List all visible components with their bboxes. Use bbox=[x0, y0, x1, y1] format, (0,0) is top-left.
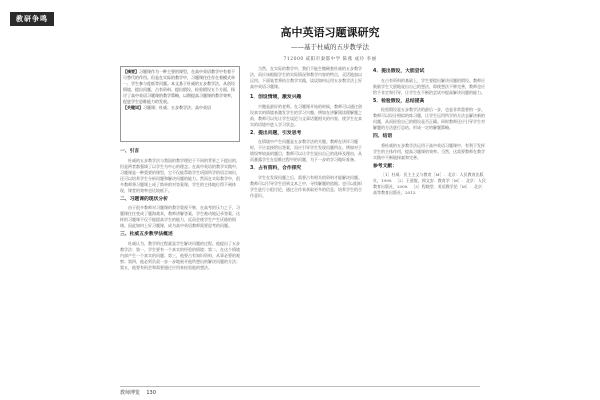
body-paragraph: 杜威认为，教学的过程就是学生解决问题的过程。他提出了五步教学法：第一，学生要有一个真实的经验的情境；第二，在这个情境内部产生一个真实的问题；第三，他要占有知识资料，从事必要的观察；第四，他必须负责一步一步地展开他所想出的解决问题的方法；第五，他要有机会和需要通过应用来检验他的想法。 bbox=[120, 240, 240, 270]
section-heading: 三、杜威五步教学法概述 bbox=[120, 232, 173, 237]
body-paragraph: 当然，在实际的教学中，我们不能生搬硬套杜威的五步教学法，而应该根据学生的实际情况和教学内容的特点，灵活地加以运用。下面笔者将结合教学实践，谈谈如何运用五步教学法上好高中英语习题课。 bbox=[250, 66, 362, 89]
abstract-box bbox=[120, 66, 240, 142]
abstract-text: 习题课作为一种主要的课型，在高中英语教学中有着不可替代的作用。但是在实际的教学中，习题课往往存在着模式单一、学生参与度低等问题。本文基于杜威的五步教学法，从创设情境、提出问题、占有资料、提出假设、检验假设五个方面，探讨了高中英语习题课的教学策略，以期提高习题课的教学效率，促进学生思维能力的发展。 bbox=[123, 69, 235, 104]
article-subtitle: ——基于杜威的五步教学法 bbox=[291, 43, 369, 51]
keywords-label: 【关键词】 bbox=[123, 105, 143, 110]
section-heading: 2．提出问题，引发思考 bbox=[250, 130, 302, 136]
section-heading: 参考文献： bbox=[373, 163, 397, 169]
section-heading: 四、结语 bbox=[373, 134, 393, 139]
keywords-text: 习题课；杜威；五步教学法；高中英语 bbox=[143, 105, 211, 110]
body-paragraph: 在情境中产生问题是五步教学法的关键。教师在讲评习题时，不应直接给出答案，而应引导学生发现问题所在。例如对于错误率较高的题目，教师可以让学生说出自己的选择及理由，从而暴露学生在思维过程中的问题，为下一步的学习做好准备。 bbox=[250, 139, 362, 162]
body-paragraph: 由于很多教师对习题课的教学重视不够，在高考的压力之下，习题课往往变成了题海战术，教师讲解答案，学生被动地记录答案。这样的习题课不仅不能提高学生的能力，反而会使学生产生厌倦的情绪。因此如何上好习题课，成为高中英语教师需要思考的问题。 bbox=[120, 205, 240, 228]
section-heading: 3．占有资料，合作探究 bbox=[250, 166, 302, 171]
section-heading: 5．检验假设，总结提高 bbox=[373, 98, 425, 104]
column-right bbox=[373, 66, 488, 382]
column-left bbox=[120, 146, 240, 382]
page-number: 130 bbox=[146, 390, 156, 396]
journal-name: 教师博览 bbox=[120, 390, 141, 396]
body-paragraph: 学生在发现问题之后，需要占有相关的资料才能解决问题。教师可以引导学生回到文本之中，寻找解题的依据；也可以组织学生进行小组讨论，通过合作来获取更多的信息，培养学生的合作意识。 bbox=[250, 174, 362, 198]
author-line: 712000 咸阳市秦都中学 陈燕 成玲 李丽 bbox=[283, 57, 377, 62]
abstract-label: 【摘要】 bbox=[123, 69, 139, 74]
body-paragraph: 兴趣是最好的老师。在习题课开始的时候，教师可以通过创设真实的情境来激发学生的学习兴趣。例如在讲解阅读理解题之前，教师可以先让学生谈论与文章话题相关的内容，使学生在真实的语境中进入学习状态。 bbox=[250, 103, 362, 127]
section-tag: 教研争鸣 bbox=[10, 12, 54, 26]
body-paragraph: 检验假设是五步教学法的最后一步，也是非常重要的一步。教师可以设计相似的练习题，让学生运用所学的方法去解决新的问题，从而检验自己的假设是否正确。同时教师还应引导学生对解题的方法进行总结，形成一定的解题策略。 bbox=[373, 107, 485, 130]
section-heading: 1．创设情境，激发兴趣 bbox=[250, 95, 302, 100]
column-middle-upper bbox=[250, 66, 365, 90]
section-heading: 一、引言 bbox=[120, 149, 140, 154]
body-paragraph: 在占有资料的基础上，学生要提出解决问题的假设。教师应鼓励学生大胆地说出自己的想法，即使想法不够完善，教师也应给予肯定和引导，让学生在不断的尝试中提高解决问题的能力。 bbox=[373, 77, 485, 95]
article-title: 高中英语习题课研究 bbox=[280, 26, 380, 39]
column-middle bbox=[250, 92, 365, 382]
page-footer bbox=[120, 389, 156, 396]
section-heading: 4．提出假设，大胆尝试 bbox=[373, 69, 425, 74]
body-paragraph: 将杜威的五步教学法运用于高中英语习题课中，有利于发挥学生的主体作用，提高习题课的效率。当然，这需要教师在教学实践中不断地探索和完善。 bbox=[373, 142, 485, 160]
footer-rule bbox=[120, 386, 480, 387]
body-paragraph: ［1］杜威．民主主义与教育［M］．北京：人民教育出版社，1990．［2］王道俊，郭文安．教育学［M］．北京：人民教育出版社，2009．［3］程晓堂．英语教学论［M］．北京：高等教育出版社，2013． bbox=[373, 172, 486, 195]
body-paragraph: 杜威的五步教学法与我国的教学理论于不同的背景之下提出的，但是两者都强调了以学生为中心的理念。在高中英语的教学实践中，习题课是一种重要的课型，它不仅能帮助学生巩固所学的语言知识，还可以培养学生分析问题和解决问题的能力。然而在实际教学中，很多教师将习题课上成了简单的对答案课，学生的主体地位得不到体现，课堂的效率也比较低下。 bbox=[120, 157, 240, 193]
section-heading: 二、习题课的现状分析 bbox=[120, 196, 168, 202]
